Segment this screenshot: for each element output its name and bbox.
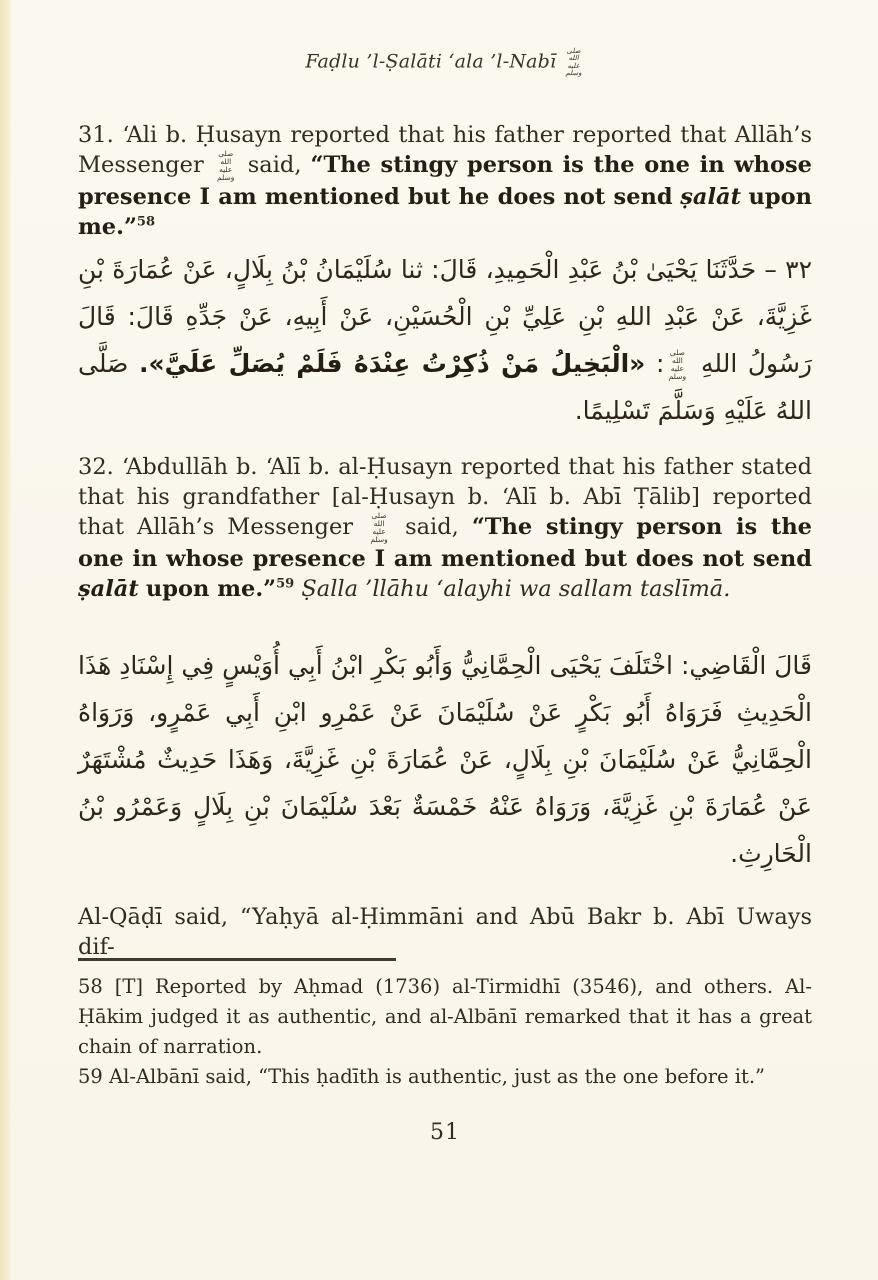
hadith-31-quote-end: upon me.” bbox=[78, 183, 812, 240]
arabic-closing-salutation: صَلَّى اللهُ عَلَيْهِ وَسَلَّمَ تَسْلِيمًا. bbox=[78, 349, 812, 425]
page-edge bbox=[0, 0, 11, 1280]
footnote-59 bbox=[78, 1062, 812, 1092]
hadith-31-paragraph bbox=[78, 120, 812, 242]
footnote-59-number: 59 bbox=[78, 1065, 103, 1088]
hadith-32-narration: 32. ‘Abdullāh b. ‘Alī b. al-Ḥusayn reported that his father stated that his grandfather [al-Ḥusayn b. ‘Alī b. Abī Ṭālib] reported that Allāh’s Messenger bbox=[78, 454, 812, 540]
qadi-commentary-arabic: قَالَ الْقَاضِي: اخْتَلَفَ يَحْيَى الْحِمَّانِيُّ وَأَبُو بَكْرِ ابْنُ أَبِي أُوَيْسٍ فِي إِسْنَادِ هَذَا الْحَدِيثِ فَرَوَاهُ أَبُو بَكْرٍ عَنْ سُلَيْمَانَ عَنْ عَمْرِو ابْنِ أَبِي عَمْرٍو، وَرَوَاهُ الْحِمَّانِيُّ عَنْ سُلَيْمَانَ بْنِ بِلَالٍ، عَنْ عُمَارَةَ بْنِ غَزِيَّةَ، وَهَذَا حَدِيثٌ مُشْتَهَرٌ عَنْ عُمَارَةَ بْنِ غَزِيَّةَ، وَرَوَاهُ عَنْهُ خَمْسَةٌ بَعْدَ سُلَيْمَانَ بْنِ بِلَالٍ وَعَمْرُو بْنُ الْحَارِثِ. bbox=[78, 651, 812, 868]
footnote-58 bbox=[78, 972, 812, 1062]
hadith-31-quote-term: ṣalāt bbox=[680, 183, 741, 210]
running-header-title: Faḍlu ’l-Ṣalāti ‘ala ’l-Nabī bbox=[305, 50, 557, 73]
arabic-isnad: ٣٢ – حَدَّثَنَا يَحْيَىٰ بْنُ عَبْدِ الْحَمِيدِ، قَالَ: ثنا سُلَيْمَانُ بْنُ بِلَالٍ، عَنْ عُمَارَةَ بْنِ غَزِيَّةَ، عَنْ عَبْدِ اللهِ بْنِ عَلِيِّ بْنِ الْحُسَيْنِ، عَنْ أَبِيهِ، عَنْ جَدِّهِ قَالَ: قَالَ رَسُولُ اللهِ bbox=[78, 255, 812, 378]
footnote-separator bbox=[78, 958, 396, 961]
arabic-colon: : bbox=[655, 349, 665, 378]
footnotes-section bbox=[78, 972, 812, 1092]
arabic-matn: «الْبَخِيلُ مَنْ ذُكِرْتُ عِنْدَهُ فَلَمْ يُصَلِّ عَلَيَّ». bbox=[138, 349, 646, 378]
footnote-ref-58: 58 bbox=[136, 214, 155, 230]
hadith-31-said-label: said, bbox=[247, 152, 302, 178]
hadith-31-narration: 31. ‘Ali b. Ḥusayn reported that his father reported that Allāh’s Messenger bbox=[78, 122, 812, 178]
pbuh-honorific-icon: صلى الله عليه وسلم bbox=[217, 149, 235, 182]
footnote-58-number: 58 bbox=[78, 975, 103, 998]
hadith-32-arabic-text bbox=[78, 246, 812, 434]
footnote-59-text: Al-Albānī said, “This ḥadīth is authentic, just as the one before it.” bbox=[109, 1065, 766, 1088]
page-number: 51 bbox=[430, 1120, 460, 1145]
footnote-ref-59: 59 bbox=[276, 576, 295, 592]
pbuh-honorific-icon: صلى الله عليه وسلم bbox=[565, 47, 582, 78]
pbuh-honorific-icon: صلى الله عليه وسلم bbox=[668, 348, 687, 381]
hadith-32-quote-start: “The stingy person is the one in whose presence I am mentioned but does not send bbox=[78, 514, 813, 572]
hadith-32-paragraph bbox=[78, 452, 812, 604]
qadi-commentary-english: Al-Qāḍī said, “Yaḥyā al-Ḥimmāni and Abū Bakr b. Abī Uways dif- bbox=[78, 904, 812, 960]
hadith-32-said-label: said, bbox=[405, 514, 459, 540]
footnote-58-text: [T] Reported by Aḥmad (1736) al-Tirmidhī (3546), and others. Al-Ḥākim judged it as authentic, and al-Albānī remarked that it has a great chain of narration. bbox=[78, 975, 813, 1058]
pbuh-honorific-icon: صلى الله عليه وسلم bbox=[370, 511, 388, 544]
hadith-32-closing-transliteration: Ṣalla ’llāhu ‘alayhi wa sallam taslīmā. bbox=[301, 575, 731, 602]
hadith-32-quote-term: ṣalāt bbox=[78, 575, 139, 602]
running-header bbox=[78, 48, 812, 77]
hadith-32-quote-end: upon me.” bbox=[145, 575, 277, 602]
hadith-31-quote-start: “The stingy person is the one in whose presence I am mentioned but he does not send bbox=[78, 152, 812, 210]
